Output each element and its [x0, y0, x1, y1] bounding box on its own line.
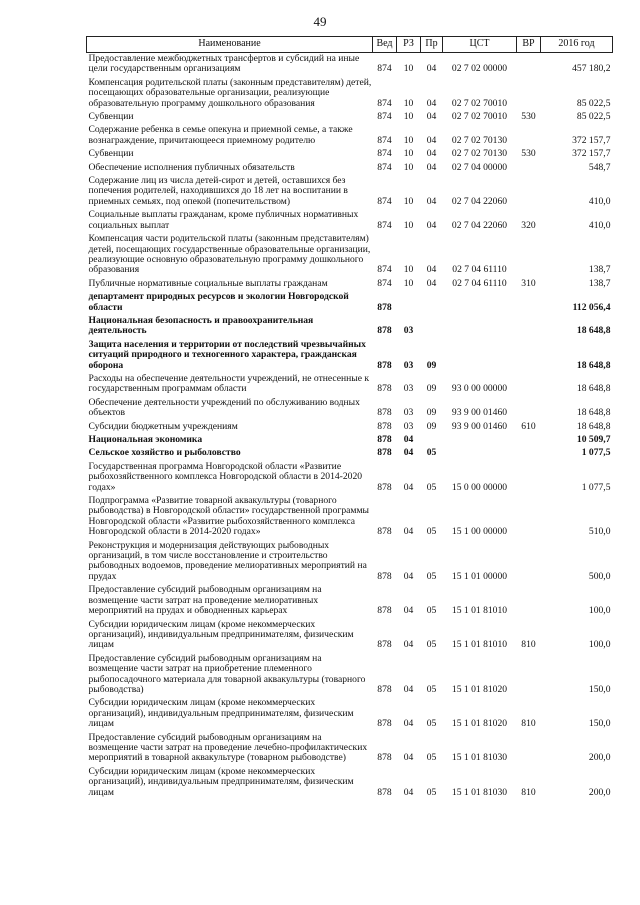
header-cst: ЦСТ — [443, 37, 517, 53]
cell-vr — [517, 162, 541, 175]
table-header-row — [87, 37, 613, 53]
table-row — [87, 315, 613, 339]
cell-cst: 02 7 02 70010 — [451, 111, 508, 123]
cell-ved: 874 — [377, 97, 392, 109]
cell-pr: 04 — [426, 264, 437, 276]
cell-name: Субсидии юридическим лицам (кроме некоммерческих организаций), индивидуальным предпринимателям, физическим лицам — [88, 697, 354, 730]
cell-cst: 02 7 04 22060 — [451, 195, 508, 207]
cell-cst: 15 1 01 00000 — [451, 570, 508, 582]
cell-vr: 530 — [521, 111, 536, 123]
table-row — [87, 278, 613, 291]
cell-sum: 510,0 — [588, 526, 611, 538]
header-pr: Пр — [421, 37, 443, 53]
cell-rz: 10 — [403, 97, 414, 109]
cell-ved: 878 — [377, 639, 392, 651]
cell-rz: 10 — [403, 219, 414, 231]
cell-sum: 138,7 — [588, 277, 611, 289]
cell-name: Содержание лиц из числа детей-сирот и детей, оставшихся без попечения родителей, находившихся до 18 лет на воспитании в приемных семьях, под опекой (попечительством) — [88, 175, 348, 207]
cell-rz: 10 — [403, 63, 414, 75]
cell-ved: 878 — [377, 434, 392, 445]
cell-vr: 810 — [521, 718, 536, 730]
cell-ved: 878 — [377, 570, 392, 582]
cell-vr: 810 — [521, 786, 536, 798]
cell-sum: 85 022,5 — [576, 111, 611, 123]
cell-vr — [517, 291, 541, 315]
cell-pr — [421, 291, 443, 315]
cell-ved: 878 — [377, 718, 392, 730]
cell-rz: 10 — [403, 134, 414, 146]
cell-pr: 09 — [426, 383, 437, 395]
cell-name: Предоставление межбюджетных трансфертов и субсидий на иные цели государственным организациям — [88, 53, 360, 75]
cell-vr — [517, 315, 541, 339]
cell-ved: 878 — [377, 447, 392, 459]
cell-vr — [517, 447, 541, 460]
cell-sum: 372 157,7 — [572, 134, 611, 146]
table-row — [87, 619, 613, 653]
cell-ved: 874 — [377, 111, 392, 123]
cell-cst — [443, 434, 517, 447]
cell-cst: 15 0 00 00000 — [451, 481, 508, 493]
cell-rz: 04 — [403, 605, 414, 617]
cell-cst: 15 1 01 81030 — [451, 752, 508, 764]
table-row — [87, 209, 613, 233]
table-row — [87, 495, 613, 540]
cell-cst: 15 1 00 00000 — [451, 526, 508, 538]
cell-sum: 1 077,5 — [581, 447, 611, 459]
cell-rz: 10 — [403, 161, 414, 173]
cell-ved: 878 — [377, 359, 392, 371]
cell-name: Реконструкция и модернизация действующих рыбоводных организаций, в том числе восстановление и строительство рыбоводных водоемов, проведение мелиоративных мероприятий на прудах — [88, 539, 367, 582]
cell-sum: 410,0 — [588, 195, 611, 207]
cell-pr — [421, 434, 443, 447]
table-row — [87, 421, 613, 434]
cell-name: Публичные нормативные социальные выплаты гражданам — [88, 277, 328, 289]
cell-vr: 530 — [521, 148, 536, 160]
cell-ved: 878 — [377, 325, 392, 337]
cell-name: Предоставление субсидий рыбоводным организациям на возмещение части затрат на проведение лечебно-профилактических мероприятий в товарной аквакультуре (товарном рыбоводстве) — [88, 731, 368, 764]
cell-cst: 93 9 00 01460 — [451, 407, 508, 419]
cell-cst — [443, 291, 517, 315]
cell-ved: 878 — [377, 683, 392, 695]
cell-cst: 93 0 00 00000 — [451, 383, 508, 395]
cell-pr: 09 — [426, 407, 437, 419]
cell-sum: 18 648,8 — [576, 325, 611, 337]
budget-table — [86, 36, 613, 800]
header-vr: ВР — [517, 37, 541, 53]
cell-vr — [517, 461, 541, 495]
cell-sum: 150,0 — [588, 683, 611, 695]
cell-ved: 874 — [377, 219, 392, 231]
cell-pr: 09 — [426, 420, 437, 432]
cell-rz: 04 — [403, 683, 414, 695]
cell-name: Государственная программа Новгородской области «Развитие рыбохозяйственного комплекса Новгородской области в 2014-2020 годах» — [88, 460, 363, 493]
cell-name: Защита населения и территории от последствий чрезвычайных ситуаций природного и техногенного характера, гражданская оборона — [88, 338, 366, 371]
table-row — [87, 53, 613, 77]
cell-ved: 878 — [377, 786, 392, 798]
cell-name: Национальная экономика — [88, 434, 203, 445]
cell-rz: 10 — [403, 277, 414, 289]
cell-ved: 874 — [377, 277, 392, 289]
cell-ved: 874 — [377, 148, 392, 160]
cell-rz — [397, 291, 421, 315]
table-row — [87, 111, 613, 124]
table-row — [87, 373, 613, 397]
cell-cst: 15 1 01 81020 — [451, 683, 508, 695]
cell-rz: 10 — [403, 264, 414, 276]
cell-name: Предоставление субсидий рыбоводным организациям на возмещение части затрат на приобретение племенного рыбопосадочного материала для товарной аквакультуры (товарного рыбоводства) — [88, 652, 366, 695]
cell-vr — [517, 124, 541, 148]
cell-ved: 878 — [377, 526, 392, 538]
cell-rz: 04 — [403, 434, 414, 445]
cell-name: Расходы на обеспечение деятельности учреждений, не отнесенные к государственным программам области — [88, 372, 370, 395]
cell-rz: 03 — [403, 383, 414, 395]
cell-sum: 548,7 — [588, 161, 611, 173]
table-body — [87, 53, 613, 801]
cell-pr: 05 — [426, 447, 437, 459]
cell-ved: 874 — [377, 195, 392, 207]
cell-vr — [517, 77, 541, 111]
cell-vr — [517, 373, 541, 397]
cell-vr — [517, 495, 541, 540]
cell-name: Обеспечение исполнения публичных обязательств — [88, 161, 295, 173]
cell-ved: 878 — [377, 301, 392, 313]
cell-name: департамент природных ресурсов и экологии Новгородской области — [88, 291, 349, 313]
cell-cst — [443, 339, 517, 373]
cell-pr: 05 — [426, 639, 437, 651]
cell-vr: 320 — [521, 219, 536, 231]
cell-rz: 04 — [403, 752, 414, 764]
cell-sum: 112 056,4 — [572, 301, 611, 313]
cell-vr — [517, 434, 541, 447]
cell-name: Субвенции — [88, 148, 134, 160]
cell-name: Субсидии юридическим лицам (кроме некоммерческих организаций), индивидуальным предпринимателям, физическим лицам — [88, 618, 354, 651]
table-row — [87, 461, 613, 495]
cell-cst: 15 1 01 81030 — [451, 786, 508, 798]
cell-vr — [517, 339, 541, 373]
cell-sum: 1 077,5 — [581, 481, 611, 493]
cell-cst — [443, 447, 517, 460]
cell-ved: 874 — [377, 161, 392, 173]
cell-name: Содержание ребенка в семье опекуна и приемной семье, а также вознаграждение, причитающееся приемному родителю — [88, 124, 353, 146]
table-row — [87, 339, 613, 373]
cell-cst: 02 7 04 61110 — [452, 277, 507, 289]
cell-vr — [517, 53, 541, 77]
cell-pr: 04 — [426, 277, 437, 289]
cell-sum: 500,0 — [588, 570, 611, 582]
cell-cst: 02 7 04 00000 — [451, 161, 508, 173]
cell-pr — [421, 315, 443, 339]
cell-ved: 878 — [377, 383, 392, 395]
cell-sum: 372 157,7 — [572, 148, 611, 160]
cell-sum: 85 022,5 — [576, 97, 611, 109]
header-rz: РЗ — [397, 37, 421, 53]
cell-pr: 05 — [426, 481, 437, 493]
cell-ved: 878 — [377, 420, 392, 432]
cell-cst: 02 7 04 61110 — [452, 264, 507, 276]
cell-ved: 878 — [377, 752, 392, 764]
cell-rz: 04 — [403, 718, 414, 730]
table-row — [87, 124, 613, 148]
cell-rz: 04 — [403, 481, 414, 493]
cell-vr — [517, 233, 541, 278]
cell-rz: 10 — [403, 111, 414, 123]
table-row — [87, 291, 613, 315]
cell-cst: 02 7 04 22060 — [451, 219, 508, 231]
cell-vr: 810 — [521, 639, 536, 651]
table-row — [87, 447, 613, 460]
table-row — [87, 148, 613, 161]
cell-name: Субсидии бюджетным учреждениям — [88, 420, 238, 432]
header-sum: 2016 год — [541, 37, 613, 53]
cell-sum: 200,0 — [588, 752, 611, 764]
cell-sum: 410,0 — [588, 219, 611, 231]
cell-rz: 04 — [403, 570, 414, 582]
cell-sum: 18 648,8 — [576, 420, 611, 432]
table-row — [87, 732, 613, 766]
cell-ved: 878 — [377, 407, 392, 419]
table-row — [87, 397, 613, 421]
cell-sum: 100,0 — [588, 639, 611, 651]
cell-vr: 610 — [521, 420, 536, 432]
cell-rz: 10 — [403, 148, 414, 160]
table-row — [87, 653, 613, 698]
page-number: 49 — [313, 14, 327, 29]
header-name: Наименование — [87, 37, 373, 53]
cell-sum: 18 648,8 — [576, 359, 611, 371]
cell-ved: 874 — [377, 134, 392, 146]
cell-sum: 138,7 — [588, 264, 611, 276]
cell-pr: 05 — [426, 526, 437, 538]
cell-name: Компенсация части родительской платы (законным представителям) детей, посещающих государственные образовательные организации, реализующие основную образовательную программу дошкольного образования — [88, 233, 371, 276]
cell-ved: 878 — [377, 481, 392, 493]
table-row — [87, 766, 613, 800]
table-row — [87, 233, 613, 278]
cell-name: Предоставление субсидий рыбоводным организациям на возмещение части затрат на проведение мелиоративных мероприятий на прудах и обводненных карьерах — [88, 584, 322, 617]
cell-rz: 10 — [403, 195, 414, 207]
cell-sum: 100,0 — [588, 605, 611, 617]
cell-pr: 05 — [426, 683, 437, 695]
cell-vr — [517, 584, 541, 618]
cell-name: Компенсация родительской платы (законным представителям) детей, посещающих образовательные организации, реализующие образовательную программу дошкольного образования — [88, 76, 372, 109]
cell-cst: 02 7 02 00000 — [451, 63, 508, 75]
cell-sum: 18 648,8 — [576, 407, 611, 419]
cell-pr: 05 — [426, 752, 437, 764]
cell-rz: 03 — [403, 359, 414, 371]
cell-vr — [517, 732, 541, 766]
cell-ved: 874 — [377, 63, 392, 75]
table-row — [87, 77, 613, 111]
cell-vr — [517, 653, 541, 698]
cell-name: Субвенции — [88, 111, 134, 123]
cell-sum: 200,0 — [588, 786, 611, 798]
cell-cst: 15 1 01 81010 — [451, 639, 508, 651]
cell-sum: 457 180,2 — [572, 63, 611, 75]
cell-name: Субсидии юридическим лицам (кроме некоммерческих организаций), индивидуальным предпринимателям, физическим лицам — [88, 765, 354, 798]
cell-vr — [517, 540, 541, 585]
cell-cst: 15 1 01 81010 — [451, 605, 508, 617]
cell-cst: 93 9 00 01460 — [451, 420, 508, 432]
cell-pr: 04 — [426, 195, 437, 207]
cell-rz: 03 — [403, 325, 414, 337]
cell-rz: 04 — [403, 639, 414, 651]
cell-pr: 04 — [426, 148, 437, 160]
cell-pr: 05 — [426, 786, 437, 798]
cell-pr: 05 — [426, 718, 437, 730]
cell-pr: 05 — [426, 570, 437, 582]
table-row — [87, 175, 613, 209]
cell-pr: 04 — [426, 111, 437, 123]
cell-cst — [443, 315, 517, 339]
cell-ved: 874 — [377, 264, 392, 276]
table-row — [87, 434, 613, 447]
cell-vr: 310 — [521, 277, 536, 289]
cell-pr: 09 — [426, 359, 437, 371]
table-row — [87, 162, 613, 175]
table-row — [87, 697, 613, 731]
cell-ved: 878 — [377, 605, 392, 617]
cell-name: Социальные выплаты гражданам, кроме публичных нормативных социальных выплат — [88, 209, 359, 231]
cell-rz: 03 — [403, 407, 414, 419]
header-ved: Вед — [373, 37, 397, 53]
cell-vr — [517, 175, 541, 209]
cell-sum: 10 509,7 — [576, 434, 611, 445]
cell-name: Обеспечение деятельности учреждений по обслуживанию водных объектов — [88, 396, 360, 419]
cell-name: Подпрограмма «Развитие товарной аквакультуры (товарного рыбоводства) в Новгородской области» государственной программы Новгородской области «Развитие рыбохозяйственного комплекса Новгородской области в 2014-2020 годах» — [88, 495, 369, 538]
cell-rz: 04 — [403, 447, 414, 459]
table-row — [87, 584, 613, 618]
cell-cst: 02 7 02 70010 — [451, 97, 508, 109]
cell-pr: 05 — [426, 605, 437, 617]
cell-rz: 04 — [403, 526, 414, 538]
cell-pr: 04 — [426, 161, 437, 173]
cell-rz: 03 — [403, 420, 414, 432]
cell-rz: 04 — [403, 786, 414, 798]
cell-pr: 04 — [426, 63, 437, 75]
cell-pr: 04 — [426, 219, 437, 231]
cell-pr: 04 — [426, 97, 437, 109]
cell-vr — [517, 397, 541, 421]
cell-cst: 02 7 02 70130 — [451, 134, 508, 146]
cell-cst: 15 1 01 81020 — [451, 718, 508, 730]
table-row — [87, 540, 613, 585]
cell-cst: 02 7 02 70130 — [451, 148, 508, 160]
cell-sum: 150,0 — [588, 718, 611, 730]
cell-name: Национальная безопасность и правоохранительная деятельность — [88, 314, 314, 337]
cell-pr: 04 — [426, 134, 437, 146]
cell-name: Сельское хозяйство и рыболовство — [88, 447, 241, 459]
cell-sum: 18 648,8 — [576, 383, 611, 395]
